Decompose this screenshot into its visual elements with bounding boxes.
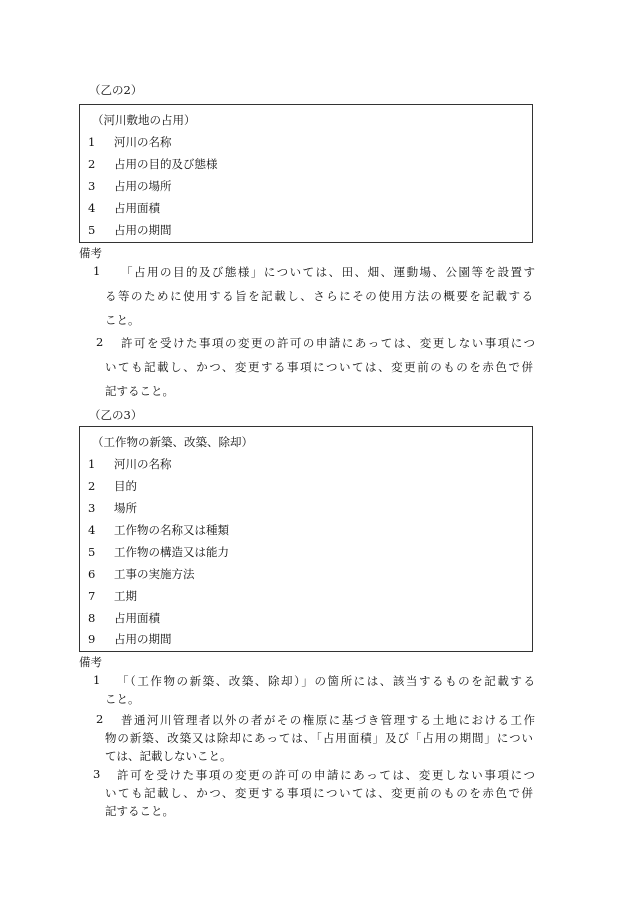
section2-item: 3 場所 bbox=[88, 501, 137, 515]
section2-remarks-label: 備考 bbox=[79, 655, 102, 669]
section1-remarks-label: 備考 bbox=[79, 246, 102, 260]
section1-item: 1 河川の名称 bbox=[88, 135, 172, 149]
section2-item: 2 目的 bbox=[88, 479, 137, 493]
section2-box-title: （工作物の新築、改築、除却） bbox=[92, 435, 253, 449]
section1-form-box bbox=[79, 104, 533, 243]
document-page: （乙の2） （河川敷地の占用） 1 河川の名称 2 占用の目的及び態様 3 占用の場所 4 占用面積 5 占用の期間 備考 1 「占用の目的及び態様」については、田、畑、運動場、公園等を設置す る等のために使用する旨を記載し、さらにその使用方法の概要を記載する こと。 2 許可を受けた事項の変更の許可の申請にあっては、変更しない事項につ いても記載し、かつ、変更する事項については、変更前のものを赤色で併 記すること。 （乙の3） （工作物の新築、改築、除却） 1 河川の名称 2 目的 3 場所 4 工作物の名称又は種類 5 工作物の構造又は能力 6 工事の実施方法 7 工期 8 占用面積 9 占用の期間 備考 1 「（工作物の新築、改築、除却）」の箇所には、該当するものを記載する こと。 2 普通河川管理者以外の者がその権原に基づき管理する土地における工作 物の新築、改築又は除却にあっては、「占用面積」及び「占用の期間」につい ては、記載しないこと。 3 許可を受けた事項の変更の許可の申請にあっては、変更しない事項につ いても記載し、かつ、変更する事項については、変更前のものを赤色で併 記すること。 bbox=[79, 83, 535, 818]
section1-box-title: （河川敷地の占用） bbox=[92, 113, 196, 127]
section2-item: 4 工作物の名称又は種類 bbox=[88, 523, 229, 537]
section2-item: 6 工事の実施方法 bbox=[88, 567, 195, 581]
section1-item: 2 占用の目的及び態様 bbox=[88, 157, 218, 171]
section1-item: 5 占用の期間 bbox=[88, 223, 172, 237]
section2-item: 1 河川の名称 bbox=[88, 457, 172, 471]
section2-item: 7 工期 bbox=[88, 589, 137, 603]
section2-heading: （乙の3） bbox=[89, 408, 143, 422]
section2-item: 8 占用面積 bbox=[88, 611, 160, 625]
section1-heading: （乙の2） bbox=[89, 83, 143, 97]
section2-form-box bbox=[79, 426, 533, 652]
section2-item: 5 工作物の構造又は能力 bbox=[88, 545, 229, 559]
section1-item: 3 占用の場所 bbox=[88, 179, 172, 193]
section2-item: 9 占用の期間 bbox=[88, 632, 172, 646]
section1-item: 4 占用面積 bbox=[88, 201, 160, 215]
